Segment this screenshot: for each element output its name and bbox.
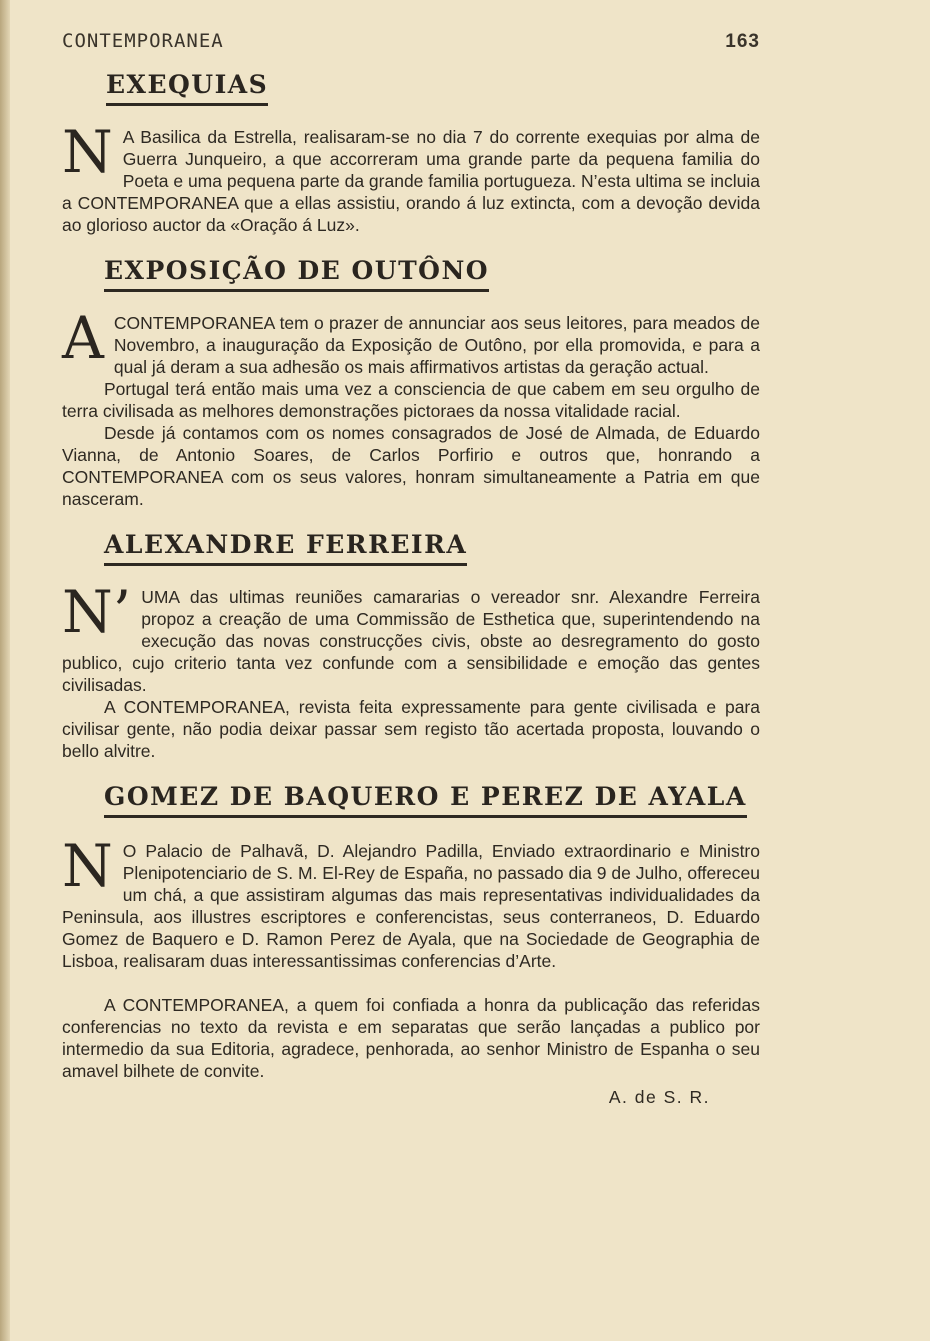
page-edge-shadow (0, 0, 10, 1341)
page-number: 163 (725, 31, 760, 52)
section-paragraph: NO Palacio de Palhavã, D. Alejandro Padilla, Enviado extraordinario e Ministro Plenipotenciario de S. M. El-Rey de España, no passado dia 9 de Julho, offereceu um chá, a que assistiram algumas das mais representativas individualidades da Peninsula, aos illustres escriptores e conferencistas, seus conterraneos, D. Eduardo Gomez de Baquero e D. Ramon Perez de Ayala, que na Sociedade de Geographia de Lisboa, realisaram duas interessantissimas conferencias d’Arte. (62, 832, 760, 971)
running-title: CONTEMPORANEA (62, 30, 224, 52)
signature: A. de S. R. (608, 1087, 710, 1107)
section-paragraph: A CONTEMPORANEA, a quem foi confiada a honra da publicação das referidas conferencias no texto da revista e em separatas que serão lançadas a publico por intermedio da sua Editoria, agradece, penhorada, ao senhor Ministro de Espanha o seu amavel bilhete de convite. (62, 995, 760, 1081)
section-gomez-de-baquero (62, 782, 760, 1108)
section-paragraph: NA Basilica da Estrella, realisaram-se no dia 7 do corrente exequias por alma de Guerra Junqueiro, a que accorreram uma grande parte da pequena familia do Poeta e uma pequena parte da grande familia portugueza. N’esta ultima se incluia a CONTEMPORANEA que a ellas assistiu, orando á luz extincta, com a devoção devida ao glorioso auctor da «Oração á Luz». (62, 118, 760, 235)
section-paragraph: A CONTEMPORANEA, revista feita expressamente para gente civilisada e para civilisar gente, não podia deixar passar sem registo tão acertada proposta, louvando o bello alvitre. (62, 697, 760, 761)
magazine-page (62, 30, 760, 1108)
section-title: ALEXANDRE FERREIRA (104, 530, 467, 566)
section-title: GOMEZ DE BAQUERO E PEREZ DE AYALA (104, 782, 747, 818)
section-alexandre-ferreira (62, 530, 760, 762)
running-header (62, 30, 760, 56)
section-paragraph: Desde já contamos com os nomes consagrados de José de Almada, de Eduardo Vianna, de Antonio Soares, de Carlos Porfirio e outros que, honrando a CONTEMPORANEA com os seus valores, honram simultaneamente a Patria em que nasceram. (62, 423, 760, 509)
section-paragraph: Portugal terá então mais uma vez a consciencia de que cabem em seu orgulho de terra civilisada as melhores demonstrações pictoraes da nossa vitalidade racial. (62, 379, 760, 421)
section-exposicao (62, 256, 760, 510)
section-paragraph: ACONTEMPORANEA tem o prazer de annunciar aos seus leitores, para meados de Novembro, a inauguração da Exposição de Outôno, por ella promovida, e para a qual já deram a sua adhesão os mais affirmativos artistas da geração actual. (62, 304, 760, 377)
section-title: EXEQUIAS (106, 70, 268, 106)
section-paragraph: N’UMA das ultimas reuniões camararias o vereador snr. Alexandre Ferreira propoz a creação de uma Commissão de Esthetica que, superintendendo na execução das novas construcções civis, obste ao desregramento do gosto publico, cujo criterio tanta vez confunde com a sensibilidade e emoção das gentes civilisadas. (62, 578, 760, 695)
section-exequias (62, 70, 760, 236)
section-title: EXPOSIÇÃO DE OUTÔNO (104, 256, 489, 292)
